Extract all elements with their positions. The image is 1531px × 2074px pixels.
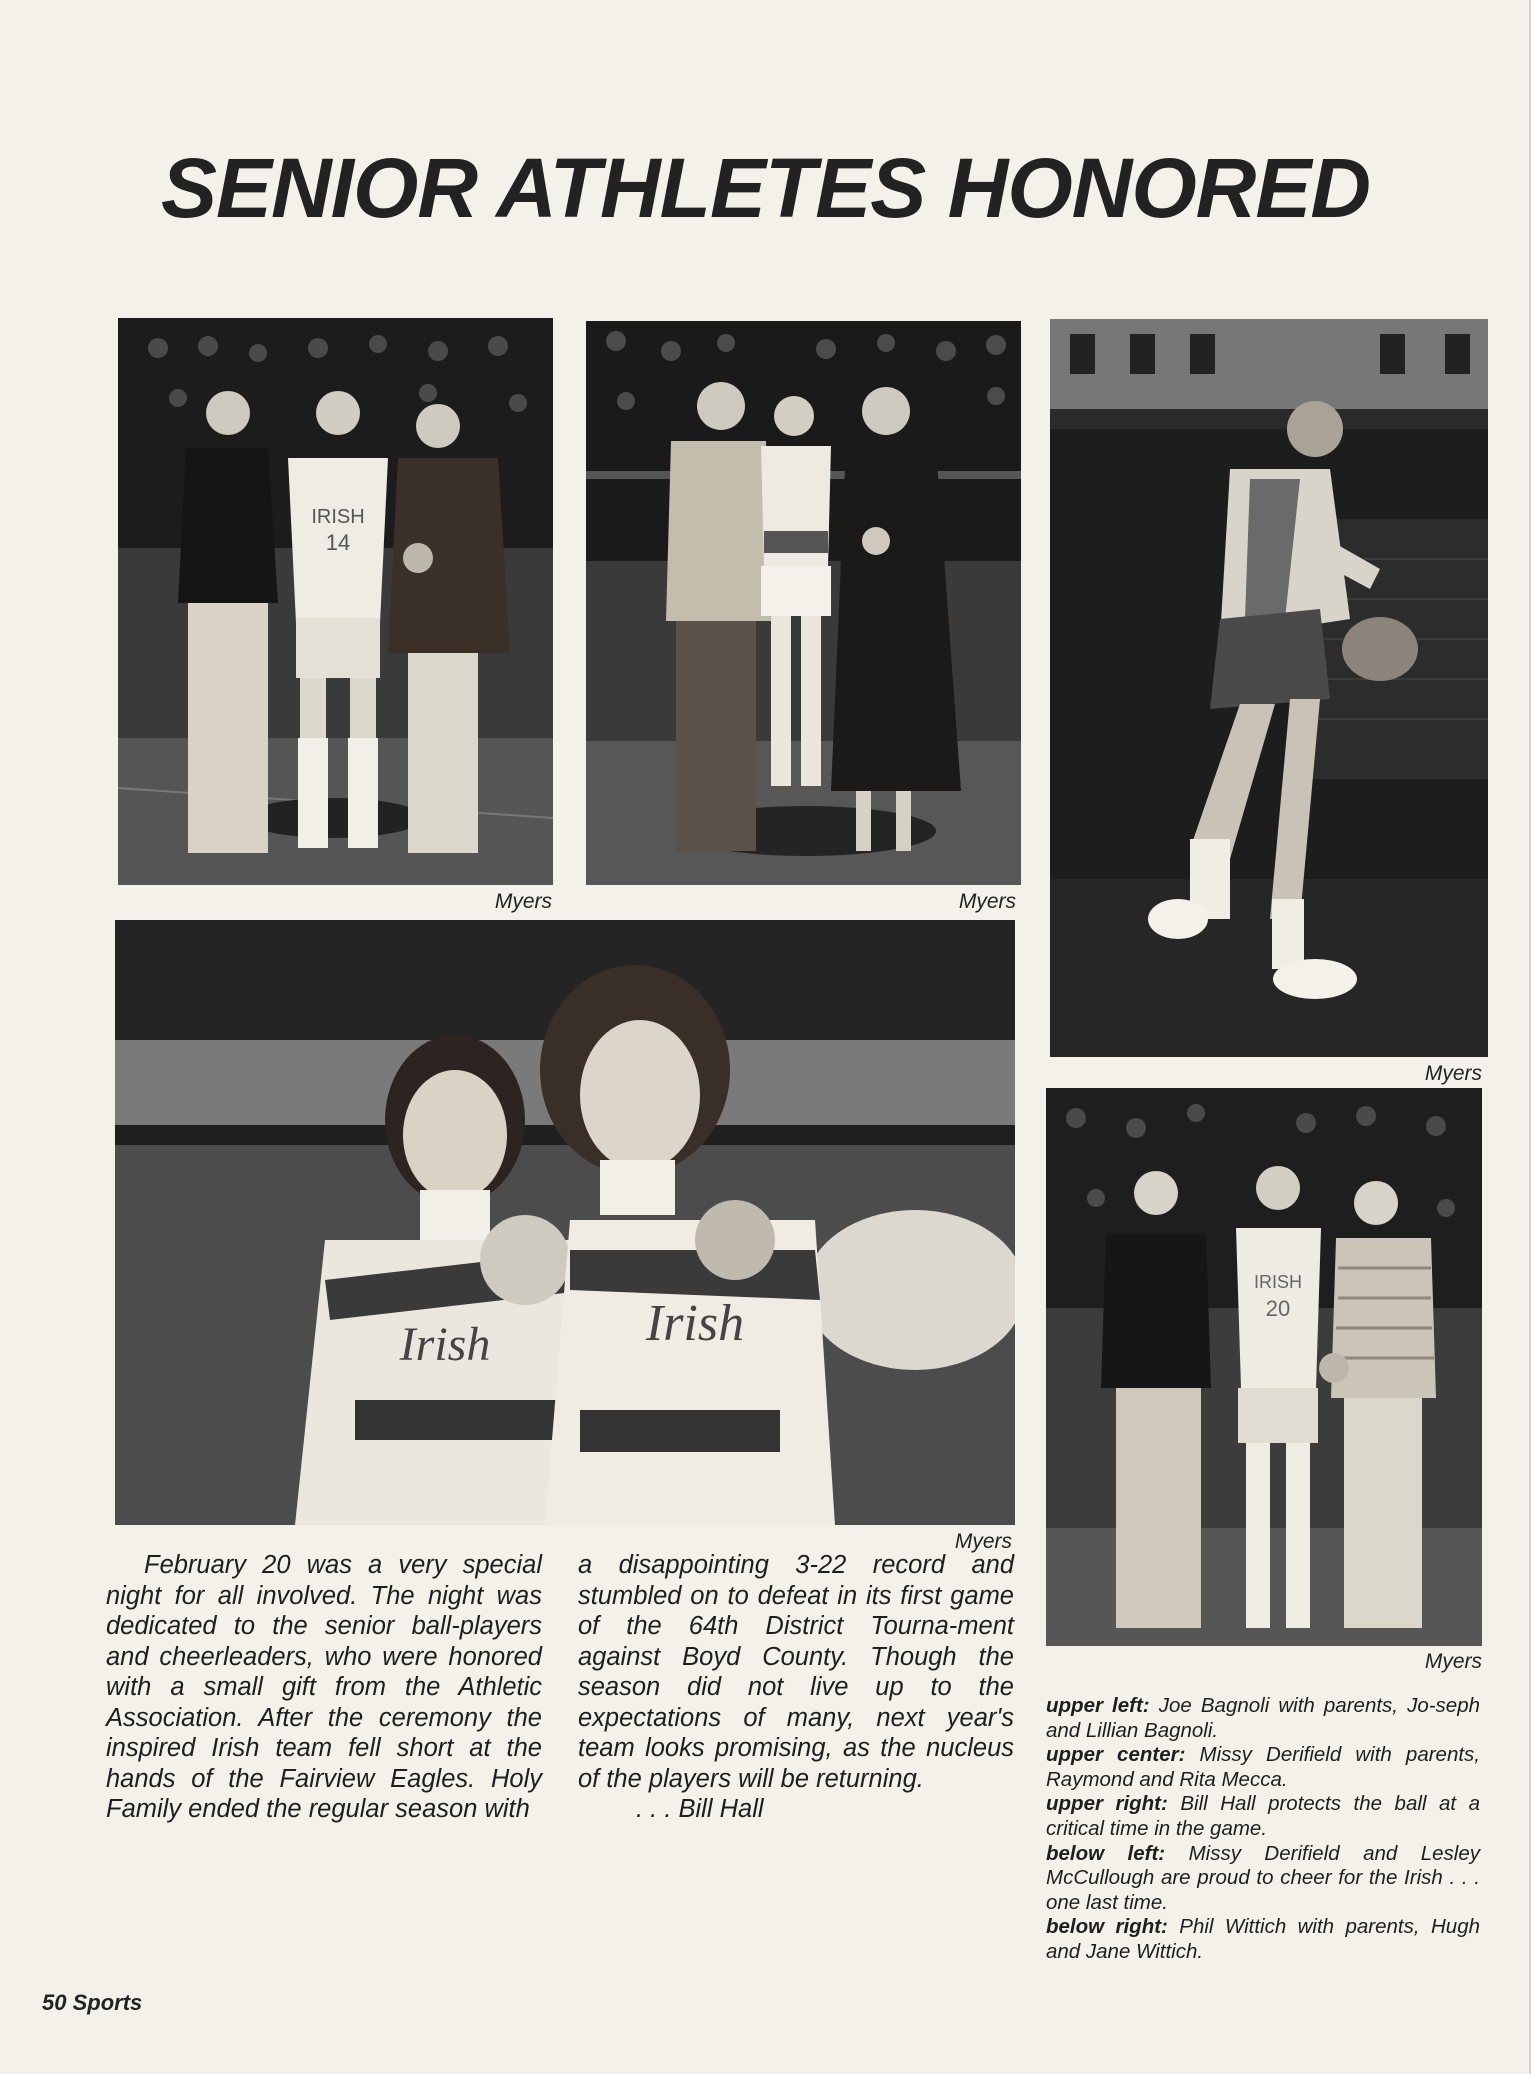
photo-below-left <box>115 920 1015 1525</box>
caption-label: below right: <box>1046 1915 1168 1939</box>
photo-upper-left-image <box>118 318 553 885</box>
uniform-script-left: Irish <box>399 1318 491 1371</box>
photo-upper-center-image <box>586 321 1021 885</box>
jersey-text: IRISH <box>1253 1272 1303 1292</box>
photo-below-right <box>1046 1088 1482 1646</box>
photo-credit-below-right: Myers <box>1424 1650 1482 1673</box>
caption-label: upper right: <box>1046 1792 1168 1816</box>
photo-below-left-image <box>115 920 1015 1525</box>
article-paragraph-1: February 20 was a very special night for all involved. The night was dedicated to the senior ball-players and cheerleaders, who were honored with a small gift from the Athletic Association. After the ceremony the inspired Irish team fell short at the hands of the Fairview Eagles. Holy Family ended the regular season with <box>106 1551 542 1823</box>
photo-upper-right <box>1050 319 1488 1057</box>
photo-credit-below-left: Myers <box>954 1530 1012 1553</box>
caption-text: Missy Derifield and Lesley McCullough are proud to cheer for the Irish . . . one last time. <box>1046 1841 1481 1914</box>
photo-upper-center <box>586 321 1021 885</box>
photo-upper-right-image <box>1050 319 1488 1057</box>
photo-upper-left <box>118 318 553 885</box>
page-headline: SENIOR ATHLETES HONORED <box>160 141 1371 235</box>
photo-captions <box>1046 1694 1480 1965</box>
jersey-number: 14 <box>325 530 351 555</box>
photo-credit-upper-left: Myers <box>494 890 552 913</box>
caption-below-right <box>1046 1915 1480 1964</box>
photo-credit-upper-center: Myers <box>958 890 1016 913</box>
article-column-2 <box>578 1550 1014 1825</box>
caption-upper-right <box>1046 1792 1480 1841</box>
caption-text: Missy Derifield with parents, Raymond and Rita Mecca. <box>1046 1743 1480 1791</box>
uniform-script-right: Irish <box>645 1295 745 1352</box>
page-folio: 50 Sports <box>42 1990 143 2015</box>
caption-text: Phil Wittich with parents, Hugh and Jane Wittich. <box>1046 1915 1480 1963</box>
jersey-text: IRISH <box>311 506 365 528</box>
caption-text: Bill Hall protects the ball at a critical time in the game. <box>1046 1792 1480 1840</box>
jersey-number: 20 <box>1265 1296 1291 1321</box>
photo-below-right-image <box>1046 1088 1482 1646</box>
photo-credit-upper-right: Myers <box>1424 1062 1482 1085</box>
article-paragraph-2: a disappointing 3-22 record and stumbled on to defeat in its first game of the 64th District Tourna-ment against Boyd County. Though the season did not live up to the expectations of many, next year's team looks promising, as the nucleus of the players will be returning. <box>578 1551 1014 1793</box>
caption-upper-center <box>1046 1743 1480 1792</box>
caption-label: below left: <box>1046 1841 1166 1865</box>
caption-below-left <box>1046 1842 1480 1916</box>
caption-text: Joe Bagnoli with parents, Jo-seph and Lillian Bagnoli. <box>1046 1694 1481 1742</box>
article-byline: . . . Bill Hall <box>636 1795 764 1823</box>
caption-label: upper left: <box>1046 1694 1150 1717</box>
article-column-1 <box>106 1550 542 1825</box>
caption-upper-left <box>1046 1694 1480 1743</box>
caption-label: upper center: <box>1046 1743 1186 1767</box>
